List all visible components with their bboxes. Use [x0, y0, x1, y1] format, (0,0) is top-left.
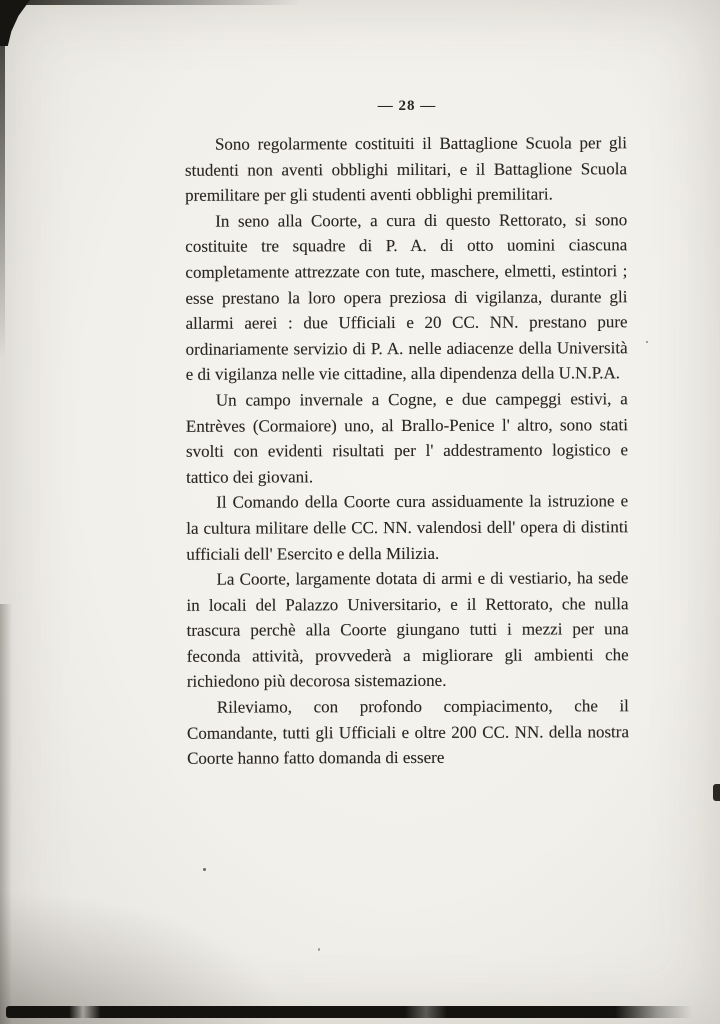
- text-block: [185, 130, 629, 771]
- scan-artifact-left-edge: [0, 0, 5, 360]
- scan-artifact-right-edge-mark: [713, 784, 720, 801]
- paragraph-4: Il Comando della Coorte cura assiduamente la istruzione e la cultura militare delle CC. NN. valendosi dell' opera di distinti ufficiali dell' Esercito e della Milizia.: [186, 491, 629, 564]
- scan-artifact-left-shading: [0, 604, 12, 1024]
- scan-artifact-bottom-edge: [6, 1006, 706, 1018]
- scan-artifact-bottom-left-shading: [0, 894, 280, 1024]
- paragraph-2: In seno alla Coorte, a cura di questo Rettorato, si sono costituite tre squadre di P. A. di otto uomini ciascuna completamente attrezzate con tute, maschere, elmetti, estintori ; esse prestano la loro opera preziosa di vigilanza, durante gli allarmi aerei : due Ufficiali e 20 CC. NN. prestano pure ordinariamente servizio di P. A. nelle adiacenze della Università e di vigilanza nelle vie cittadine, alla dipendenza della U.N.P.A.: [185, 210, 628, 385]
- scan-speck: [318, 948, 320, 951]
- paragraph-5: La Coorte, largamente dotata di armi e di vestiario, ha sede in locali del Palazzo Universitario, e il Rettorato, che nulla trascura perchè alla Coorte giungano tutti i mezzi per una feconda attività, provvederà a migliorare gli ambienti che richiedono più decorosa sistemazione.: [186, 568, 629, 692]
- page-number: — 28 —: [377, 98, 437, 114]
- scan-speck: [203, 868, 206, 871]
- scan-speck: [646, 341, 648, 343]
- paragraph-6: Rileviamo, con profondo compiacimento, che il Comandante, tutti gli Ufficiali e oltre 200 CC. NN. della nostra Coorte hanno fatto domanda di essere: [186, 696, 630, 769]
- scan-artifact-top-edge: [0, 0, 300, 5]
- scan-artifact-top-left-corner: [0, 0, 30, 46]
- paragraph-1: Sono regolarmente costituiti il Battaglione Scuola per gli studenti non aventi obblighi militari, e il Battaglione Scuola premilitare per gli studenti aventi obblighi premilitari.: [184, 133, 628, 205]
- paragraph-3: Un campo invernale a Cogne, e due campeggi estivi, a Entrèves (Cormaiore) uno, al Brallo-Penice l' altro, sono stati svolti con evidenti risultati per l' addestramento logistico e tattico dei giovani.: [185, 389, 629, 487]
